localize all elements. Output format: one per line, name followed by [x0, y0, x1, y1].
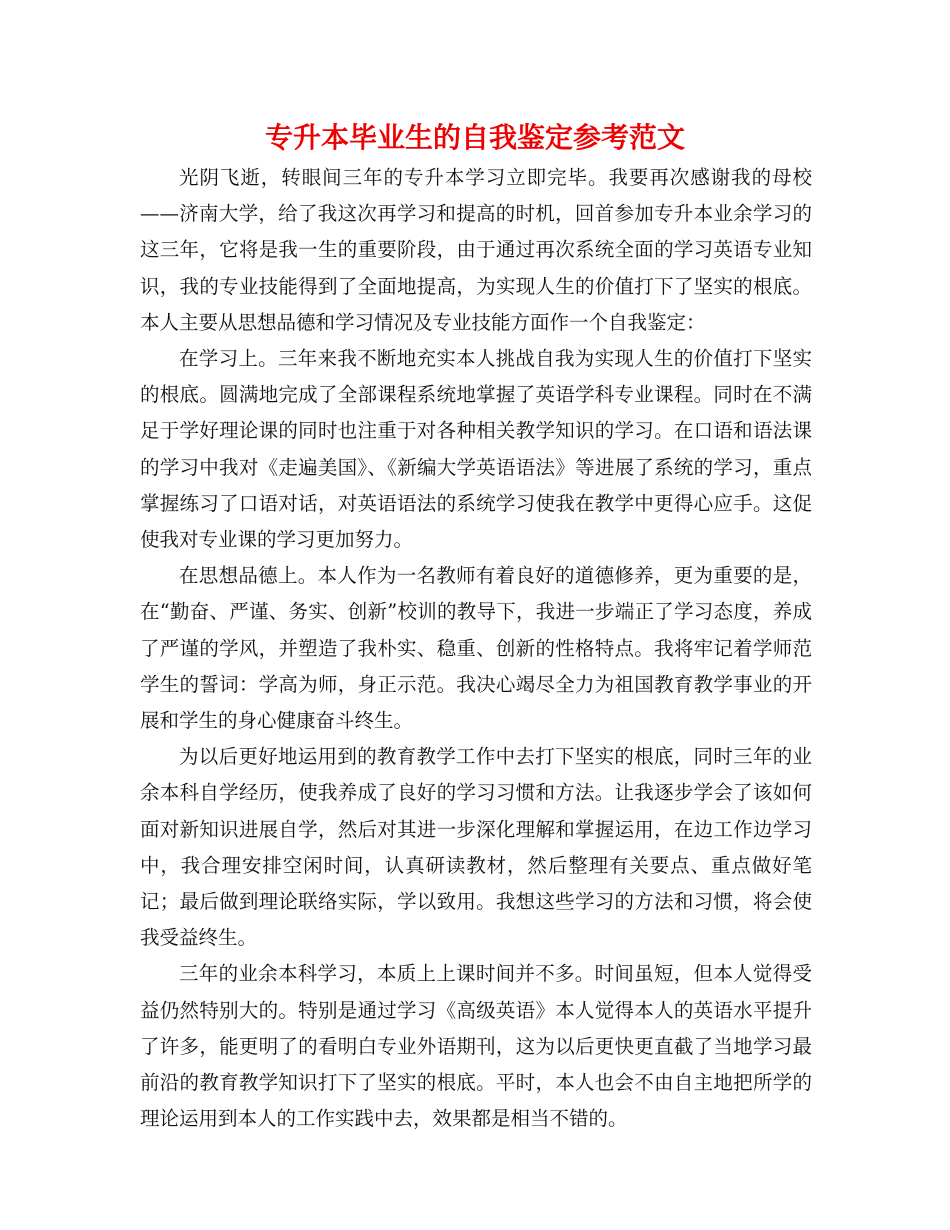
paragraph-habits: 为以后更好地运用到的教育教学工作中去打下坚实的根底，同时三年的业余本科自学经历，使我养成了良好的学习习惯和方法。让我逐步学会了该如何面对新知识进展自学，然后对其进一步深化理解和掌握运用，在边工作边学习中，我合理安排空闲时间，认真研读教材，然后整理有关要点、重点做好笔记；最后做到理论联络实际，学以致用。我想这些学习的方法和习惯，将会使我受益终生。: [140, 745, 812, 950]
document-title: 专升本毕业生的自我鉴定参考范文: [264, 121, 685, 154]
paragraph-intro: 光阴飞逝，转眼间三年的专升本学习立即完毕。我要再次感谢我的母校——济南大学，给了我这次再学习和提高的时机，回首参加专升本业余学习的这三年，它将是我一生的重要阶段，由于通过再次系统全面的学习英语专业知识，我的专业技能得到了全面地提高，为实现人生的价值打下了坚实的根底。本人主要从思想品德和学习情况及专业技能方面作一个自我鉴定：: [140, 166, 812, 334]
paragraph-morality: 在思想品德上。本人作为一名教师有着良好的道德修养，更为重要的是，在“勤奋、严谨、务实、创新”校训的教导下，我进一步端正了学习态度，养成了严谨的学风，并塑造了我朴实、稳重、创新的性格特点。我将牢记着学师范学生的誓词：学高为师，身正示范。我决心竭尽全力为祖国教育教学事业的开展和学生的身心健康奋斗终生。: [140, 564, 812, 733]
paragraph-study: 在学习上。三年来我不断地充实本人挑战自我为实现人生的价值打下坚实的根底。圆满地完成了全部课程系统地掌握了英语学科专业课程。同时在不满足于学好理论课的同时也注重于对各种相关教学知识的学习。在口语和语法课的学习中我对《走遍美国》、《新编大学英语语法》等进展了系统的学习，重点掌握练习了口语对话，对英语语法的系统学习使我在教学中更得心应手。这促使我对专业课的学习更加努力。: [140, 347, 812, 552]
document-body: [140, 160, 812, 1137]
paragraph-gains: 三年的业余本科学习，本质上上课时间并不多。时间虽短，但本人觉得受益仍然特别大的。特别是通过学习《高级英语》本人觉得本人的英语水平提升了许多，能更明了的看明白专业外语期刊，这为以后更快更直截了当地学习最前沿的教育教学知识打下了坚实的根底。平时，本人也会不由自主地把所学的理论运用到本人的工作实践中去，效果都是相当不错的。: [140, 962, 812, 1131]
